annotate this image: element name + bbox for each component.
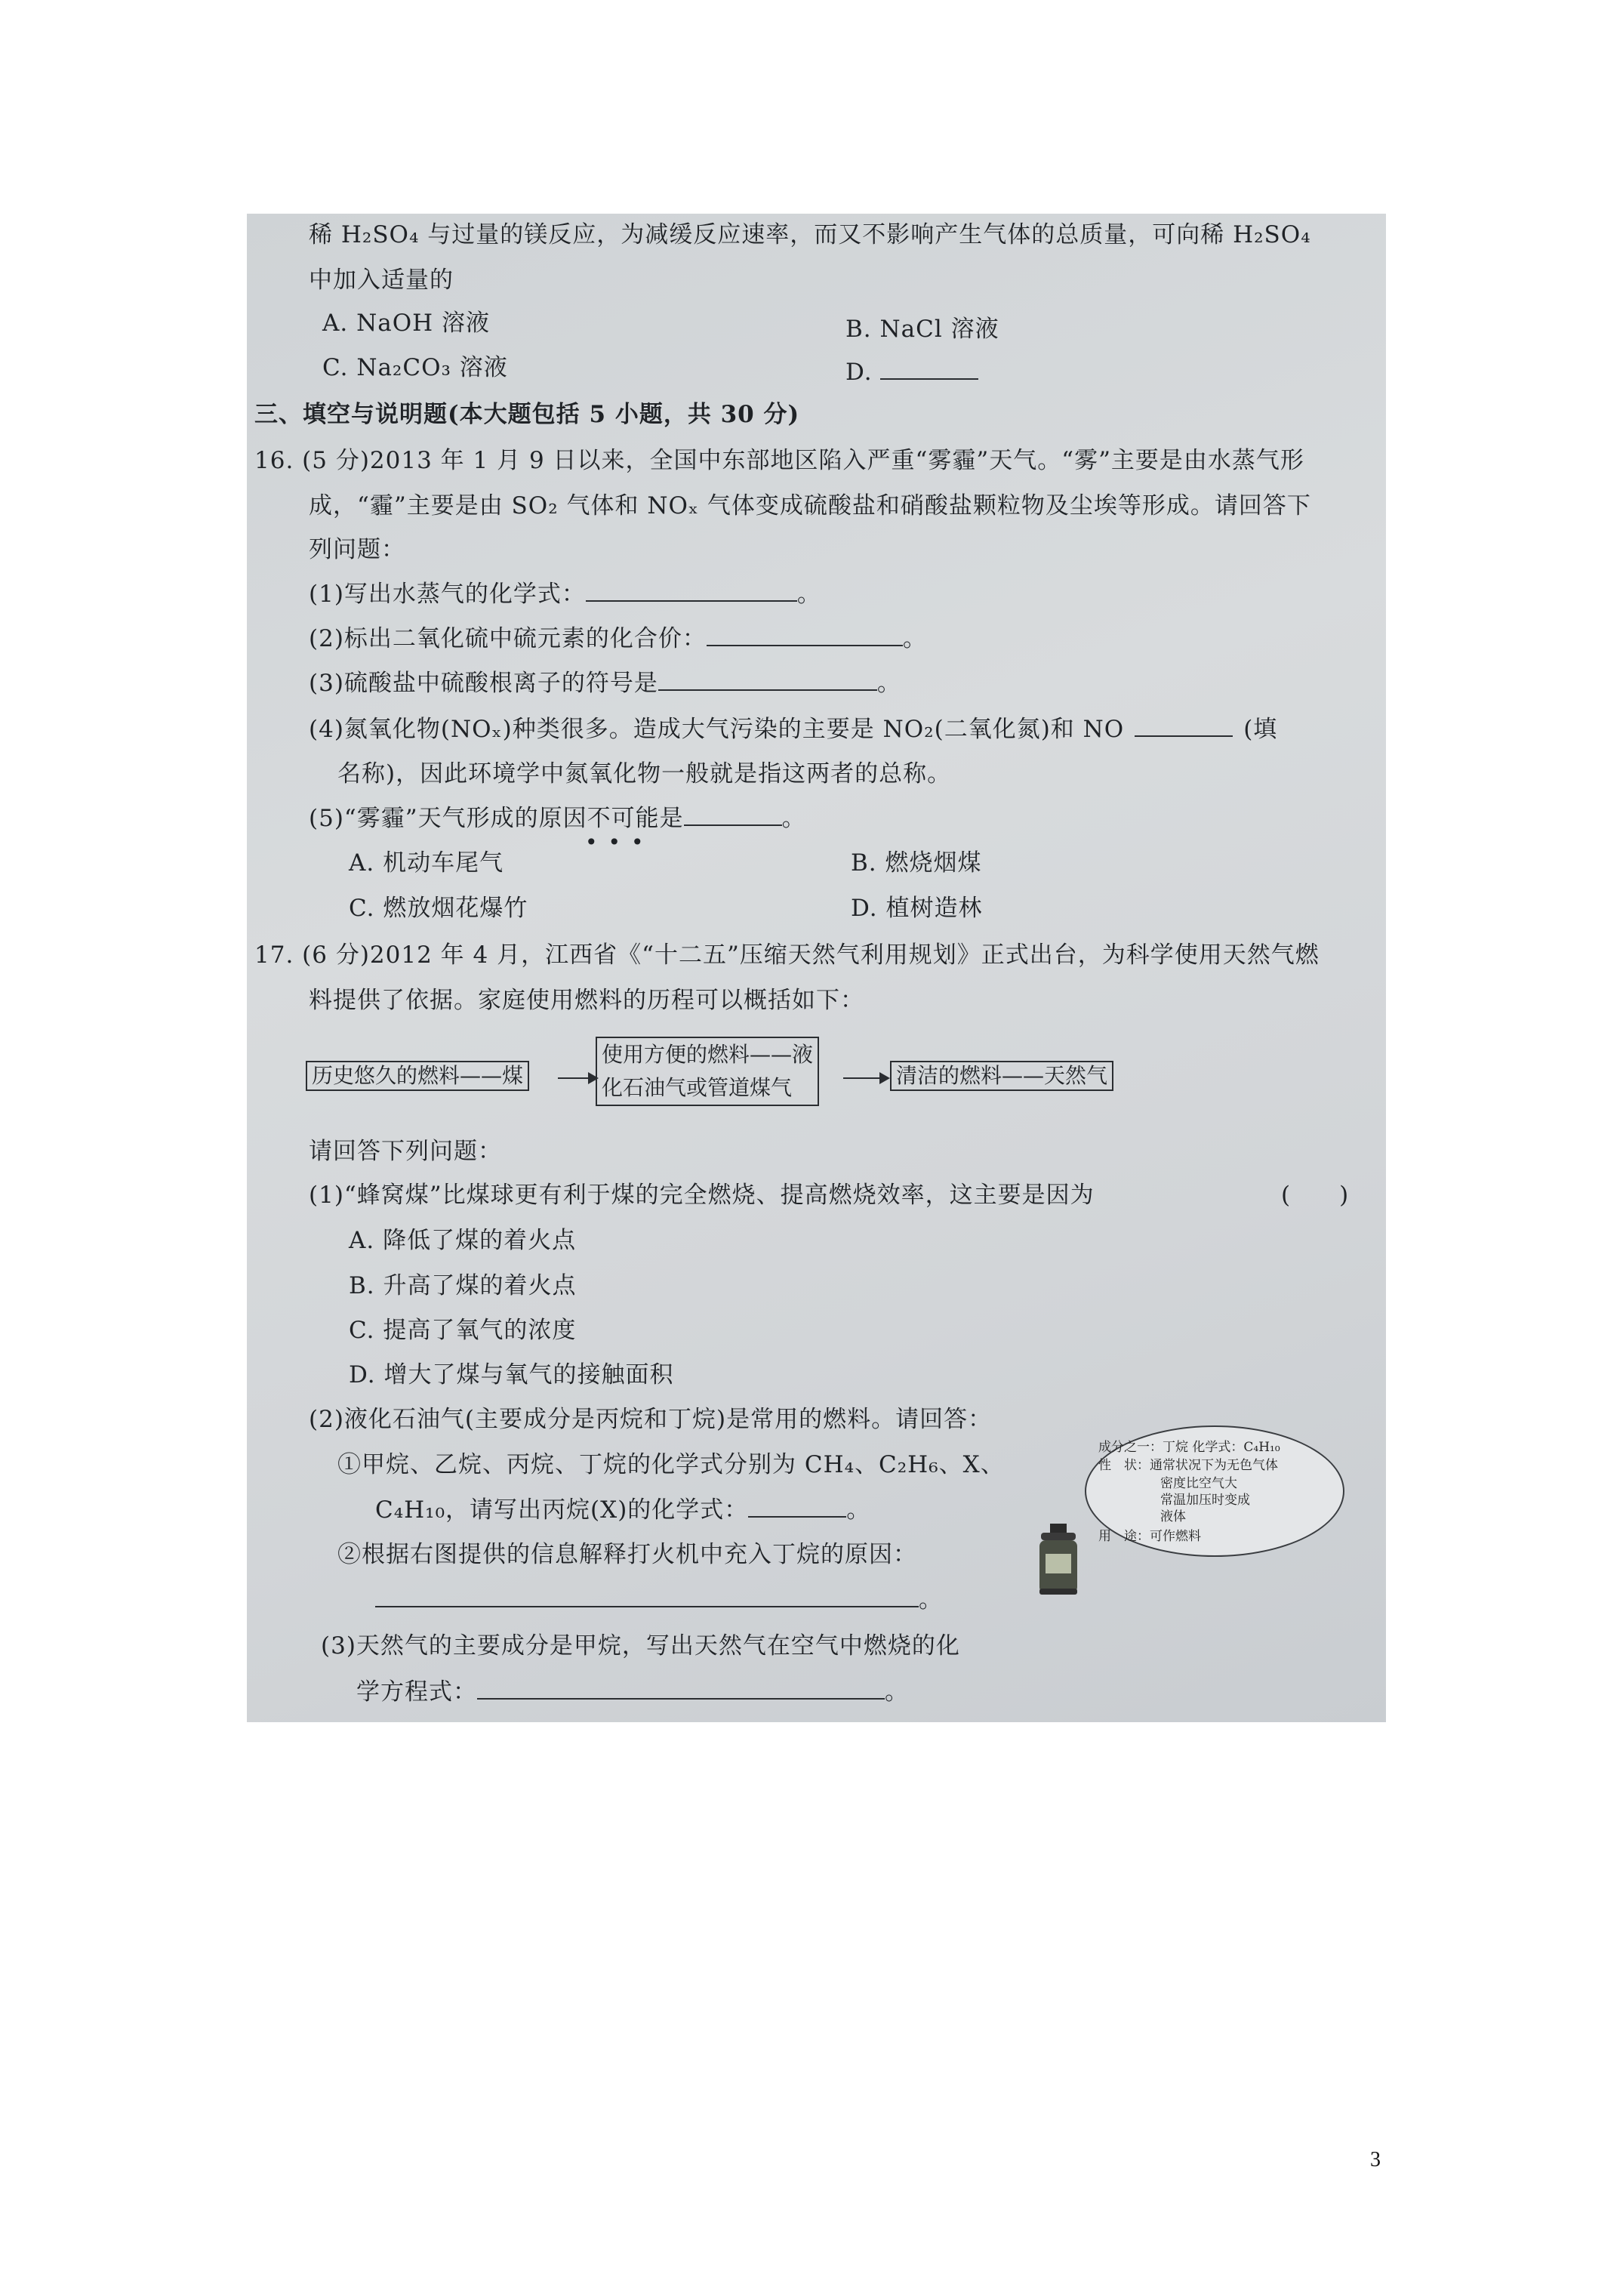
q17-part2-sub1-line1: ①甲烷、乙烷、丙烷、丁烷的化学式分别为 CH₄、C₂H₆、X、 bbox=[337, 1451, 1005, 1478]
q17-part2-sub2: ②根据右图提供的信息解释打火机中充入丁烷的原因： bbox=[337, 1541, 917, 1568]
scanned-exam-photo bbox=[247, 214, 1386, 1722]
q16-stem-line2: 成，“霾”主要是由 SO₂ 气体和 NOₓ 气体变成硫酸盐和硝酸盐颗粒物及尘埃等形成。请回答下 bbox=[309, 492, 1311, 519]
q17-option-a: A. 降低了煤的着火点 bbox=[349, 1227, 577, 1254]
q16-option-c: C. 燃放烟花爆竹 bbox=[349, 895, 528, 922]
flow-box-lpg bbox=[596, 1037, 819, 1106]
q15-stem-line1: 稀 H₂SO₄ 与过量的镁反应，为减缓反应速率，而又不影响产生气体的总质量，可向稀 H₂SO₄ bbox=[309, 221, 1311, 248]
q17-part3-line1: (3)天然气的主要成分是甲烷，写出天然气在空气中燃烧的化 bbox=[321, 1632, 960, 1660]
q15-stem-line2: 中加入适量的 bbox=[309, 267, 454, 294]
flow-box-lpg-line1: 使用方便的燃料——液 bbox=[602, 1042, 814, 1067]
q16-option-a: A. 机动车尾气 bbox=[349, 849, 504, 877]
q17-propane-formula-blank[interactable] bbox=[748, 1495, 846, 1518]
q16-part4-line2: 名称)，因此环境学中氮氧化物一般就是指这两者的总称。 bbox=[337, 760, 952, 787]
page-number: 3 bbox=[1370, 2148, 1381, 2171]
q17-part2-sub1-line2: C₄H₁₀，请写出丙烷(X)的化学式： 。 bbox=[375, 1496, 871, 1524]
bubble-line-6: 用 途：可作燃料 bbox=[1098, 1529, 1201, 1544]
q17-option-c: C. 提高了氧气的浓度 bbox=[349, 1317, 577, 1344]
q15-option-c: C. Na₂CO₃ 溶液 bbox=[322, 354, 508, 381]
bubble-line-2: 性 状：通常状况下为无色气体 bbox=[1098, 1458, 1278, 1473]
q17-part2: (2)液化石油气(主要成分是丙烷和丁烷)是常用的燃料。请回答： bbox=[309, 1406, 993, 1433]
flow-box-natural-gas: 清洁的燃料——天然气 bbox=[890, 1061, 1113, 1091]
q16-part4-line1: (4)氮氧化物(NOₓ)种类很多。造成大气污染的主要是 NO₂(二氧化氮)和 NO (填 bbox=[309, 716, 1278, 743]
q16-part4-blank[interactable] bbox=[1135, 714, 1233, 737]
q17-butane-reason-blank[interactable] bbox=[375, 1585, 919, 1607]
section-3-heading: 三、填空与说明题(本大题包括 5 小题，共 30 分) bbox=[254, 401, 800, 428]
butane-info-bubble bbox=[1085, 1418, 1341, 1561]
q16-part1: (1)写出水蒸气的化学式： 。 bbox=[309, 581, 821, 608]
q17-equation-blank[interactable] bbox=[477, 1677, 885, 1700]
q15-option-d: D. bbox=[845, 357, 978, 387]
bubble-line-5: 液体 bbox=[1160, 1509, 1186, 1524]
q16-part5-blank[interactable] bbox=[684, 803, 782, 826]
q17-part2-sub2-answer: 。 bbox=[375, 1585, 943, 1615]
q16-stem-line3: 列问题： bbox=[309, 536, 405, 563]
bubble-line-3: 密度比空气大 bbox=[1160, 1476, 1237, 1491]
q17-option-d: D. 增大了煤与氧气的接触面积 bbox=[349, 1361, 674, 1388]
q17-part1-answer-paren[interactable]: ( ) bbox=[1281, 1182, 1350, 1209]
q16-part3-blank[interactable] bbox=[658, 668, 877, 691]
q16-stem-line1: 16. (5 分)2013 年 1 月 9 日以来，全国中东部地区陷入严重“雾霾”天气。“雾”主要是由水蒸气形 bbox=[254, 447, 1304, 474]
q17-stem-line1: 17. (6 分)2012 年 4 月，江西省《“十二五”压缩天然气利用规划》正式出台，为科学使用天然气燃 bbox=[254, 942, 1320, 969]
gas-canister-icon bbox=[1036, 1524, 1080, 1596]
q15-answer-blank[interactable] bbox=[880, 357, 978, 380]
q15-option-b: B. NaCl 溶液 bbox=[845, 316, 999, 343]
q16-option-b: B. 燃烧烟煤 bbox=[851, 849, 982, 877]
bubble-line-4: 常温加压时变成 bbox=[1160, 1493, 1250, 1508]
q16-part2-blank[interactable] bbox=[707, 624, 903, 646]
flow-box-coal: 历史悠久的燃料——煤 bbox=[306, 1061, 529, 1091]
q17-part3-line2: 学方程式： 。 bbox=[356, 1678, 909, 1706]
q17-stem-line2: 料提供了依据。家庭使用燃料的历程可以概括如下： bbox=[309, 987, 864, 1014]
q16-option-d: D. 植树造林 bbox=[851, 895, 983, 922]
q16-part1-blank[interactable] bbox=[586, 579, 797, 602]
q17-option-b: B. 升高了煤的着火点 bbox=[349, 1272, 577, 1299]
flow-box-lpg-line2: 化石油气或管道煤气 bbox=[602, 1075, 793, 1100]
q15-option-a: A. NaOH 溶液 bbox=[322, 310, 491, 337]
q17-ask: 请回答下列问题： bbox=[309, 1138, 502, 1165]
q16-part3: (3)硫酸盐中硫酸根离子的符号是 。 bbox=[309, 670, 901, 697]
q16-part2: (2)标出二氧化硫中硫元素的化合价： 。 bbox=[309, 625, 927, 652]
q16-part5: (5)“雾霾”天气形成的原因不可能是 。 bbox=[309, 805, 806, 832]
bubble-line-1: 成分之一：丁烷 化学式：C₄H₁₀ bbox=[1098, 1440, 1280, 1455]
q17-part1: (1)“蜂窝煤”比煤球更有利于煤的完全燃烧、提高燃烧效率，这主要是因为 bbox=[309, 1182, 1095, 1209]
emphasis-dots: ••• bbox=[585, 830, 654, 855]
flow-arrow-1 bbox=[558, 1077, 597, 1079]
flow-arrow-2 bbox=[843, 1077, 888, 1079]
